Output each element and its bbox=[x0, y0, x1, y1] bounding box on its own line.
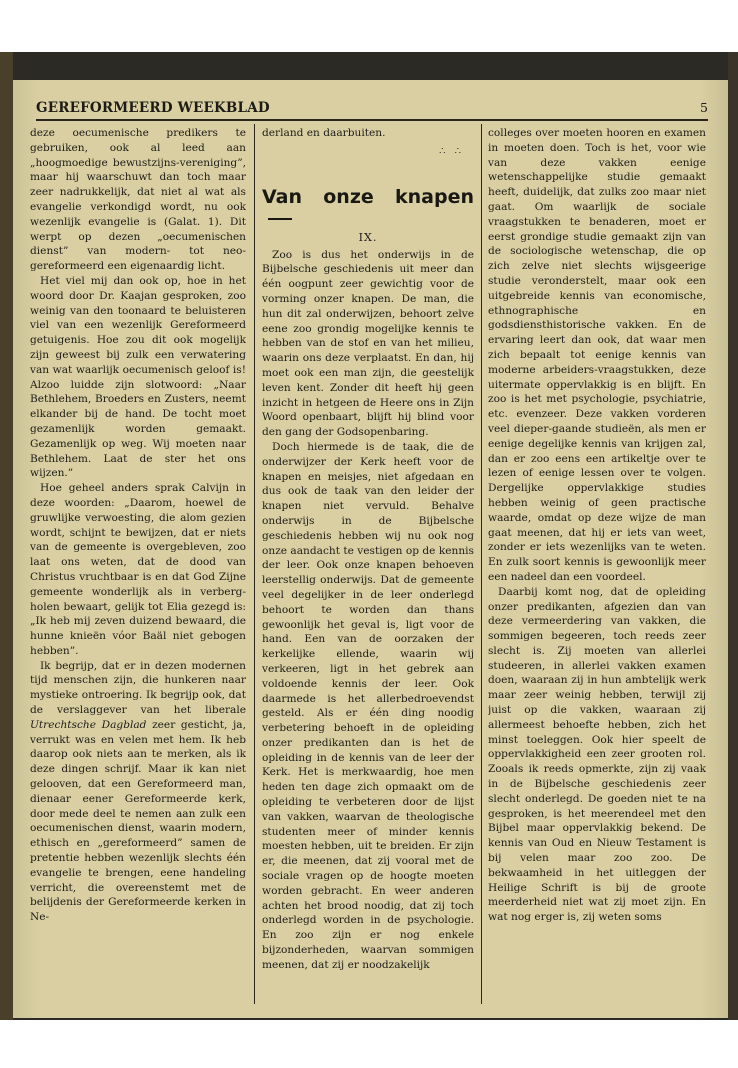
scan-bottom-margin bbox=[0, 1020, 738, 1068]
text-run: zeer gesticht, ja, verrukt was en velen met hem. Ik heb daarop ook niets aan te merken, als ik deze dingen schrijf. Maar ik kan niet gelooven, dat een Gereformeerd man, dienaar eener Gereformeerde kerk, door mede deel te nemen aan zulk een oecumenischen dienst, waarin modern, ethisch en „gereformeerd” samen de pretentie hebben wezenlijk slechts één evangelie te brengen, eene handeling verricht, die overeenstemt met de belijdenis der Gereformeerde kerken in Ne- bbox=[30, 718, 246, 924]
newspaper-name: Utrechtsche Dagblad bbox=[30, 718, 147, 731]
column-1 bbox=[30, 126, 246, 1006]
heading-dash bbox=[268, 218, 292, 220]
section-ornament: ∴ ∴ bbox=[439, 145, 464, 157]
column-2 bbox=[262, 126, 474, 1006]
column-divider-1 bbox=[254, 124, 255, 1004]
paragraph: deze oecumenische predikers te gebruiken, ook al leed aan „hoogmoedige bewustzijns-vereniging”, maar hij waarschuwt dan toch maar zeer nadrukkelijk, dat niet al wat als evangelie verkondigd wordt, nu ook wezenlijk evangelie is (Galat. 1). Dit werpt op dezen „oecumenischen dienst” van modern- tot neo-gereformeerd een eigenaardig licht. bbox=[30, 127, 246, 273]
paragraph bbox=[30, 659, 246, 925]
paragraph: Doch hiermede is de taak, die de onderwijzer der Kerk heeft voor de knapen en meisjes, niet afgedaan en dus ook de taak van den leider der knapen niet vervuld. Behalve onderwijs in de Bijbelsche geschiedenis hebben wij nu ook nog onze aandacht te vestigen op de kennis der leer. Ook onze knapen behoeven leerstellig onderwijs. Dat de gemeente veel degelijker in de leer onderlegd behoort te worden dan thans gewoonlijk het geval is, ligt voor de hand. Een van de oorzaken der kerkelijke ellende, waarin wij verkeeren, ligt in het gebrek aan voldoende kennis der leer. Ook daarmede is het allerbedroevendst gesteld. Als er één ding noodig verbetering behoeft in de opleiding onzer predikanten dan is het de opleiding in de kennis van de leer der Kerk. Het is merkwaardig, hoe men heden ten dage zich opmaakt om de opleiding te verbeteren door de lijst van vakken, waarvan de theologische studenten meer of minder kennis moesten hebben, uit te breiden. Er zijn er, die meenen, dat zij vooral met de sociale vragen op de hoogte moeten worden gebracht. En weer anderen achten het brood noodig, dat zij toch onderlegd worden in de psychologie. En zoo zijn er nog enkele bijzonderheden, waarvan sommigen meenen, dat zij er noodzakelijk bbox=[262, 440, 474, 971]
paragraph: Zoo is dus het onderwijs in de Bijbelsche geschiedenis uit meer dan één oogpunt zeer gewichtig voor de vorming onzer knapen. De man, die hun dit zal onderwijzen, behoort zelve eene zoo grondig mogelijke kennis te hebben van de stof en van het milieu, waarin ons deze verplaatst. En dan, hij moet ook een man zijn, die geestelijk leven kent. Zonder dit heeft hij geen inzicht in hetgeen de Heere ons in Zijn Woord openbaart, blijft hij blind voor den gang der Godsopenbaring. bbox=[262, 248, 474, 439]
running-header bbox=[36, 100, 708, 120]
header-rule bbox=[36, 119, 708, 121]
page-right-edge bbox=[728, 52, 738, 1020]
column-3 bbox=[488, 126, 706, 1006]
paragraph: colleges over moeten hooren en examen in moeten doen. Toch is het, voor wie van deze vakken eenige wetenschappelijke studie gemaakt heeft, duidelijk, dat zulks zoo maar niet gaat. Om waarlijk de sociale vraagstukken te benaderen, moet er eerst grondige studie gemaakt zijn van de sociologische wetenschap, die op zich zelve niet slechts wijsgeerige studie veronderstelt, maar ook een uitgebreide kennis van economische, ethnographische en godsdiensthistorische vakken. En de ervaring leert dan ook, dat waar men zich bepaalt tot eenige kennis van moderne arbeiders-vraagstukken, deze uitermate oppervlakkig is en blijft. En zoo is het met psychologie, psychiatrie, etc. evenzeer. Deze vakken vorderen veel dieper-gaande studieën, als men er eenige degelijke kennis van krijgen zal, dan er zoo eens een artikeltje over te lezen of eenige lessen over te volgen. Dergelijke oppervlakkige studies hebben weinig of geen practische waarde, omdat op deze wijze de man gaat meenen, dat hij er iets van weet, zonder er iets wezenlijks van te weten. En zulk soort kennis is gewoonlijk meer een nadeel dan een voordeel. bbox=[488, 127, 706, 583]
publication-title: GEREFORMEERD WEEKBLAD bbox=[36, 100, 270, 116]
scan-top-margin bbox=[0, 0, 738, 52]
paragraph: derland en daarbuiten. bbox=[262, 127, 386, 139]
page-left-edge bbox=[0, 52, 13, 1020]
paragraph: Daarbij komt nog, dat de opleiding onzer predikanten, afgezien dan van deze vermeerdering van vakken, die sommigen begeeren, toch reeds zeer slecht is. Zij moeten van allerlei studeeren, in allerlei vakken examen doen, waaraan zij in hun ambtelijk werk maar zeer weinig hebben, terwijl zij juist op die vakken, waaraan zij allermeest behoefte hebben, zich het minst toeleggen. Ook hier speelt de oppervlakkigheid een zeer grooten rol. Zooals ik reeds opmerkte, zijn zij vaak in de Bijbelsche geschiedenis zeer slecht onderlegd. De goeden niet te na gesproken, is het meerendeel met den Bijbel maar oppervlakkig bekend. De kennis van Oud en Nieuw Testament is bij velen maar zoo zoo. De bekwaamheid in het uitleggen der Heilige Schrift is bij de groote meerderheid niet wat zij moet zijn. En wat nog erger is, zij weten soms bbox=[488, 585, 706, 924]
text-run: Ik begrijp, dat er in dezen modernen tijd menschen zijn, die hunkeren naar mystieke ontroering. Ik begrijp ook, dat de verslaggever van het liberale bbox=[30, 659, 246, 717]
paragraph: Hoe geheel anders sprak Calvijn in deze woorden: „Daarom, hoewel de gruwlijke verwoesting, die alom gezien wordt, schijnt te bewijzen, dat er niets van de gemeente is overgebleven, zoo laat ons weten, dat de dood van Christus vruchtbaar is en dat God Zijne gemeente wonderlijk als in verberg-holen bewaart, gelijk tot Elia gezegd is: „Ik heb mij zeven duizend bewaard, die hunne knieën vóor Baäl niet gebogen hebben”. bbox=[30, 482, 246, 657]
paragraph: Het viel mij dan ook op, hoe in het woord door Dr. Kaajan gesproken, zoo weinig van den toonaard te beluisteren viel van een wezenlijk Gereformeerd getuigenis. Hoe zou dit ook mogelijk zijn geweest bij zulk een verwatering van wat waarlijk oecumenisch geloof is! Alzoo luidde zijn slotwoord: „Naar Bethlehem, Broeders en Zusters, neemt elkander bij de hand. De tocht moet gezamenlijk worden gemaakt. Gezamenlijk op weg. Wij moeten naar Bethlehem. Laat de ster het ons wijzen.” bbox=[30, 274, 246, 480]
section-number: IX. bbox=[358, 230, 378, 244]
column-divider-2 bbox=[481, 124, 482, 1004]
section-heading bbox=[262, 186, 474, 230]
page-number: 5 bbox=[700, 100, 708, 115]
section-heading-text: Van onze knapen bbox=[262, 185, 474, 208]
